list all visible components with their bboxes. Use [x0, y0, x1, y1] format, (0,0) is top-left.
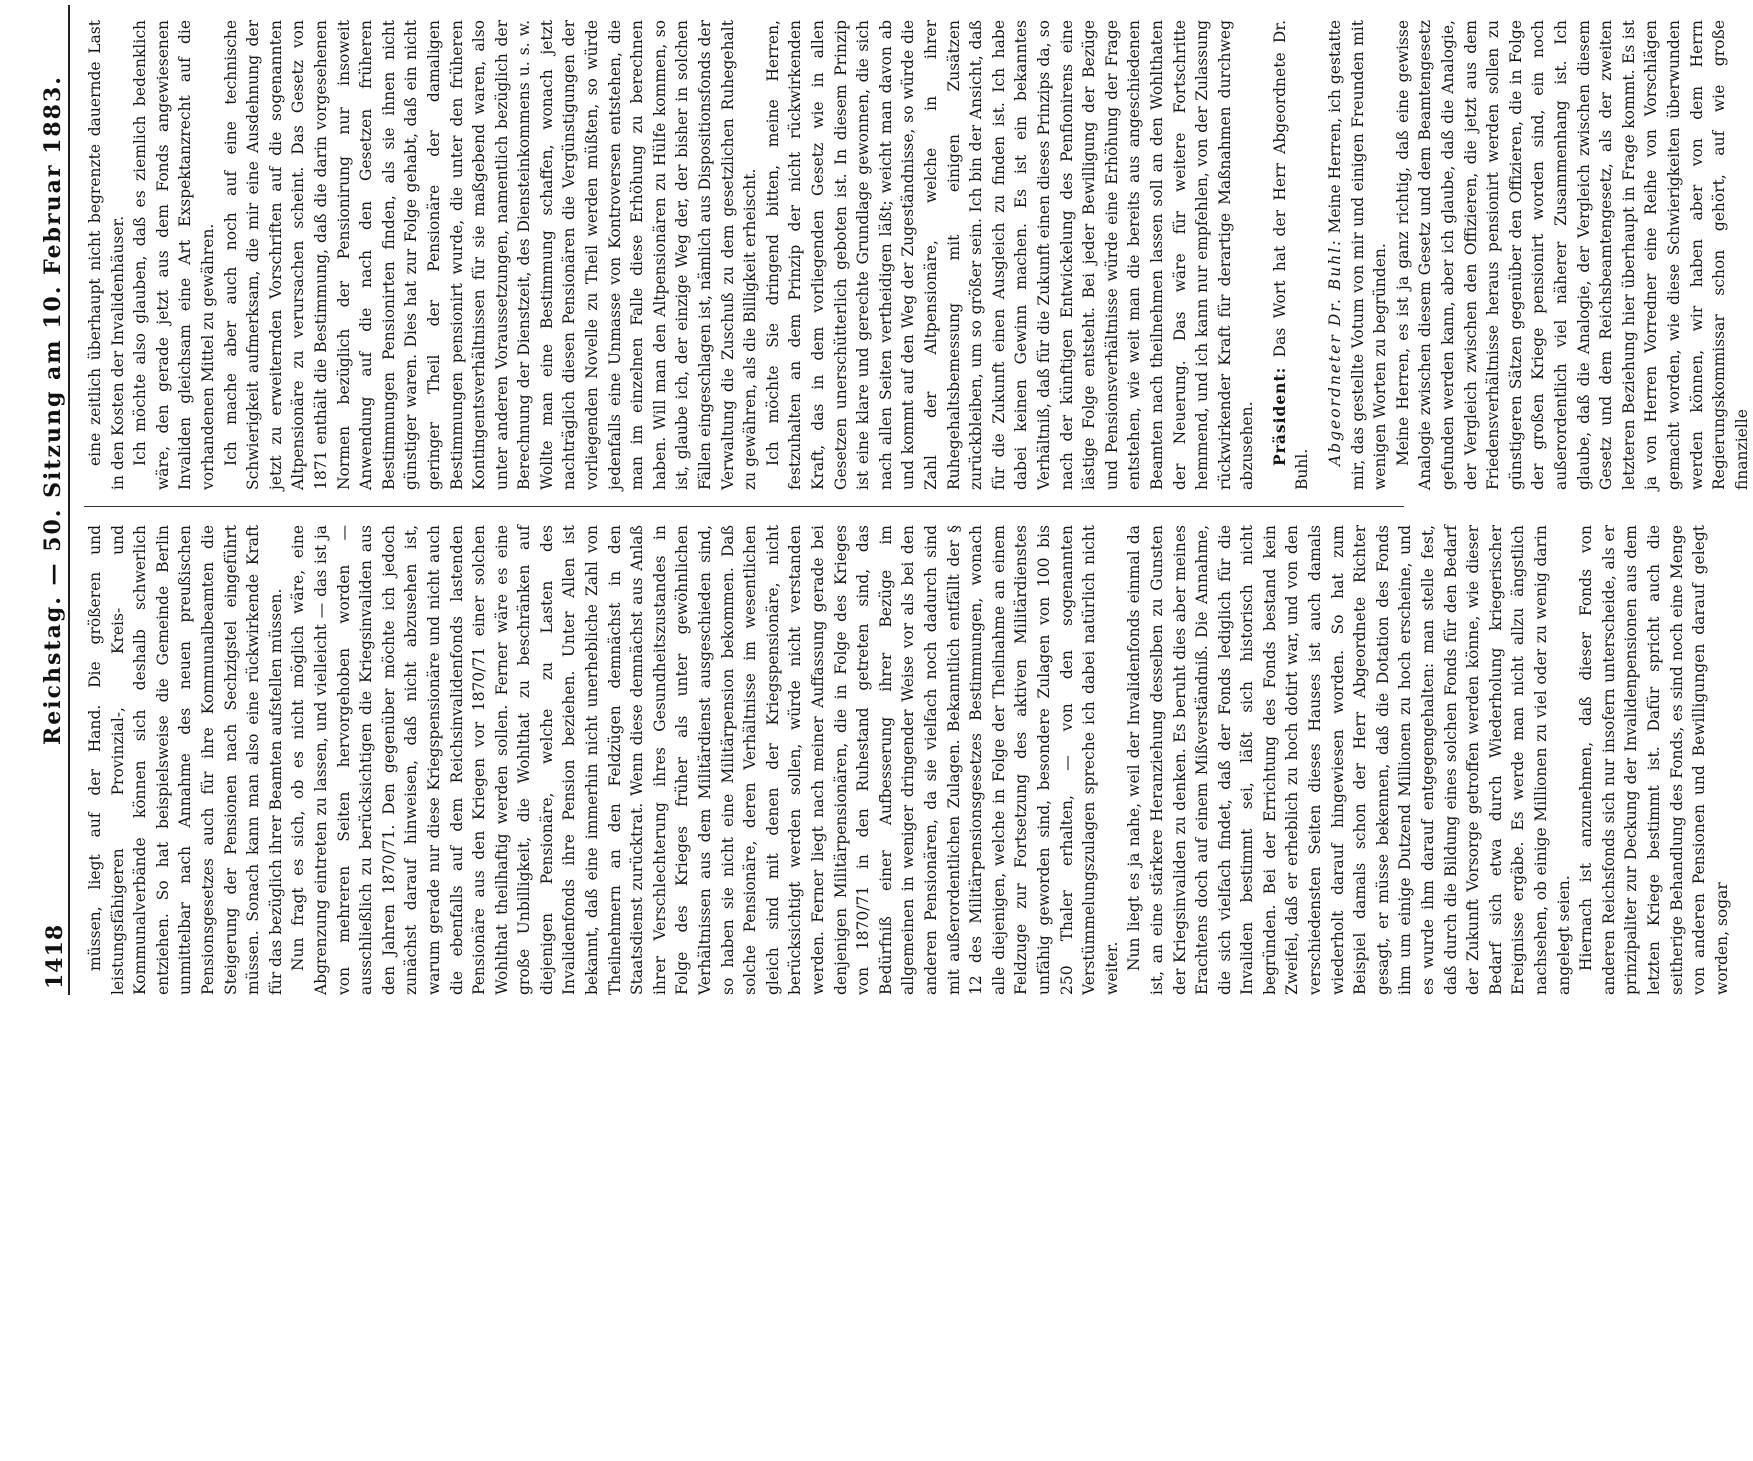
right-paragraph: Ich möchte also glauben, daß es ziemlich bedenklich wäre, den gerade jetzt aus dem Fonds angewiesenen Invaliden gleichsam eine Art Exspektanzrecht auf die vorhandenen Mittel zu gewähren.	[131, 20, 217, 490]
speaker-text: Meine Herren, ich gestatte mir, das gestellte Votum von mir und einigen Freunden mit wenigen Worten zu begründen.	[1326, 20, 1390, 490]
left-paragraph: Nun fragt es sich, ob es nicht möglich wäre, eine Abgrenzung eintreten zu lassen, und vielleicht — das ist ja von mehreren Seiten hervorgehoben worden — ausschließlich zu berücksichtigen die Kriegsinvaliden aus den Jahren 1870/71. Den gegenüber möchte ich jedoch zunächst darauf hinweisen, daß nicht abzusehen ist, warum gerade nur diese Kriegspensionäre und nicht auch die ebenfalls auf dem Reichsinvalidenfonds lastenden Pensionäre aus den Kriegen vor 1870/71 einer solchen Wohlthat theilhaftig werden sollen. Ferner wäre es eine große Unbilligkeit, die Wohlthat zu beschränken auf diejenigen Pensionäre, welche zu Lasten des Invalidenfonds ihre Pension beziehen. Unter Allen ist bekannt, daß eine immerhin nicht unerhebliche Zahl von Theilnehmern an den Feldzügen demnächst in den Staatsdienst zurücktrat. Wenn diese demnächst aus Anlaß ihrer Verschlechterung ihres Gesundheitszustandes in Folge des Krieges früher als unter gewöhnlichen Verhältnissen aus dem Militärdienst ausgeschieden sind, so haben sie nicht eine Militärpension bekommen. Daß solche Pensionäre, deren Verhältnisse im wesentlichen gleich sind mit denen der Kriegspensionäre, nicht berücksichtigt werden sollen, würde nicht verstanden werden. Ferner liegt nach meiner Auffassung gerade bei denjenigen Militärpensionären, die in Folge des Krieges von 1870/71 in den Ruhestand getreten sind, das Bedürfniß einer Aufbesserung ihrer Bezüge im allgemeinen in weniger dringender Weise vor als bei den anderen Pensionären, da sie vielfach noch dadurch sind mit außerordentlichen Zulagen. Bekanntlich entfällt der § 12 des Militärpensionsgesetzes Bestimmungen, wonach alle diejenigen, welche in Folge der Theilnahme an einem Feldzuge zur Fortsetzung des aktiven Militärdienstes unfähig geworden sind, besondere Zulagen von 100 bis 250 Thaler erhalten, — von den sogenannten Verstümmelungszulagen spreche ich dabei natürlich nicht weiter.	[289, 525, 1121, 995]
speaker-label-buhl: Abgeordneter Dr. Buhl:	[1326, 238, 1345, 466]
left-paragraph: Nun liegt es ja nahe, weil der Invalidenfonds einmal da ist, an eine stärkere Heranziehung desselben zu Gunsten der Kriegsinvaliden zu denken. Es beruht dies aber meines Erachtens doch auf einem Mißverständniß. Die Annahme, die sich vielfach findet, daß der Fonds lediglich für die Invaliden bestimmt sei, läßt sich historisch nicht begründen. Bei der Errichtung des Fonds bestand kein Zweifel, daß er erheblich zu hoch dotirt war, und von den verschiedensten Seiten dieses Hauses ist auch damals wiederholt darauf hingewiesen worden. So hat zum Beispiel damals schon der Herr Abgeordnete Richter gesagt, er müsse bekennen, daß die Dotation des Fonds ihm um einige Dutzend Millionen zu hoch erscheine, und es wurde ihm darauf entgegengehalten: man stelle fest, daß durch die Bildung eines solchen Fonds für den Bedarf der Zukunft Vorsorge getroffen werden könne, wie dieser Bedarf sich etwa durch Wiederholung kriegerischer Ereignisse ergäbe. Es werde man nicht allzu ängstlich nachsehen, ob einige Millionen zu viel oder zu wenig darin angelegt seien.	[1125, 525, 1573, 995]
column-divider	[84, 506, 1404, 507]
right-paragraph: eine zeitlich überhaupt nicht begrenzte dauernde Last in den Kosten der Invalidenhäuser.	[86, 20, 127, 490]
speaker-label-president: Präsident:	[1269, 366, 1289, 466]
page-number: 1418	[42, 923, 68, 989]
header-rule	[68, 5, 70, 995]
right-paragraph: Ich möchte Sie dringend bitten, meine Herren, festzuhalten an dem Prinzip der nicht rückwirkenden Kraft, das in dem vorliegenden Gesetz wie in allen Gesetzen unerschütterlich geboten ist. In diesem Prinzip ist eine klare und gerechte Grundlage gewonnen, die sich nach allen Seiten vertheidigen läßt; weicht man davon ab und kommt auf den Weg der Zugeständnisse, so würde die Zahl der Altpensionäre, welche in ihrer Ruhegehaltsbemessung mit einigen Zusätzen zurückbleiben, um so größer sein. Ich bin der Ansicht, daß für die Zukunft einen Ausgleich zu finden ist. Ich habe dabei keinen Gewinn machen. Es ist ein bekanntes Verhältniß, daß für die Zukunft einen dieses Prinzips da, so nach der künftigen Entwickelung des Penfionirens eine lästige Folge entsteht. Bei jeder Bewilligung der Bezüge und Pensionsverhältnisse würde eine Erhöhung der Frage entstehen, wie weit man die bereits aus angeschiedenen Beamten nach theilnehmen lassen soll an den Wohlthaten der Neuerung. Das wäre für weitere Fortschritte hemmend, und ich kann nur empfehlen, von der Zulassung rückwirkender Kraft für derartige Maßnahmen durchweg abzusehen.	[763, 20, 1257, 490]
president-text: Das Wort hat der Herr Abgeordnete Dr. Buhl.	[1270, 20, 1312, 490]
speaker-continuation: Meine Herren, es ist ja ganz richtig, daß eine gewisse Analogie zwischen diesem Gesetz und dem Beamtengesetz gefunden werden kann, aber ich glaube, daß die Analogie, der Vergleich zwischen den Offizieren, die jetzt aus dem Friedensverhältnisse heraus pensionirt werden sollen zu günstigeren Sätzen gegenüber den Offizieren, die in Folge der großen Kriege pensionirt worden sind, ein noch außerordentlich viel näherer Zusammenhang ist. Ich glaube, daß die Analogie, der Vergleich zwischen diesem Gesetz und dem Reichsbeamtengesetz, als der zweiten letzteren Beziehung hier überhaupt in Frage kommt. Es ist ja von Herren Vorredner eine Reihe von Vorschlägen gemacht worden, wie diese Schwierigkeiten überwunden werden können, wir haben aber von dem Herrn Regierungskommissar schon gehört, auf wie große finanzielle	[1393, 20, 1751, 490]
left-column	[84, 525, 1731, 995]
president-statement	[1269, 20, 1314, 490]
left-paragraph: Hiernach ist anzunehmen, daß dieser Fonds von anderen Reichsfonds sich nur insofern unterscheide, als er prinzipaliter zur Deckung der Invalidenpensionen aus dem letzten Kriege bestimmt ist. Dafür spricht auch die seitherige Behandlung des Fonds, es sind noch eine Menge von anderen Pensionen und Bewilligungen darauf gelegt worden, sogar	[1577, 525, 1731, 995]
left-paragraph: müssen, liegt auf der Hand. Die größeren und leistungsfähigeren Provinzial-, Kreis- und Kommunalverbände können sich deshalb schwerlich entziehen. So hat beispielsweise die Gemeinde Berlin unmittelbar nach Annahme des neuen preußischen Pensionsgesetzes auch für ihre Kommunalbeamten die Steigerung der Pensionen nach Sechzigstel eingeführt müssen. Sonach kann man also eine rückwirkende Kraft für das bezüglich ihrer Beamten aufstellen müssen.	[86, 525, 285, 995]
running-head: Reichstag. — 50. Sitzung am 10. Februar 1883.	[40, 75, 66, 745]
speaker-statement	[1324, 20, 1392, 490]
right-paragraph: Ich mache aber auch noch auf eine technische Schwierigkeit aufmerksam, die mir eine Ausdehnung der jetzt zu erweiternden Vorschriften auf die sogenannten Altpensionäre zu verursachen scheint. Das Gesetz von 1871 enthält die Bestimmung, daß die darin vorgesehenen Normen bezüglich der Pensionirung nur insoweit Anwendung auf die nach den Gesetzen früheren Bestimmungen Pensionirten finden, als sie ihnen nicht günstiger waren. Dies hat zur Folge gehabt, daß ein nicht geringer Theil der Pensionäre der damaligen Bestimmungen pensionirt wurde, die unter den früheren Kontingentsverhältnissen für sie maßgebend waren, also unter anderen Voraussetzungen, namentlich bezüglich der Berechnung der Dienstzeit, des Diensteinkommens u. s. w. Wollte man eine Bestimmung schaffen, wonach jetzt nachträglich diesen Pensionären die Vergünstigungen der vorliegenden Novelle zu Theil werden müßten, so würde jedenfalls eine Unmasse von Kontroversen entstehen, die man im einzelnen Falle diese Erhöhung zu berechnen haben. Will man den Altpensionären zu Hülfe kommen, so ist, glaube ich, der einzige Weg der, der bisher in solchen Fällen eingeschlagen ist, nämlich aus Dispositionsfonds der Verwaltung die Zuschuß zu dem gesetzlichen Ruhegehalt zu gewähren, als die Billigkeit erheischt.	[221, 20, 760, 490]
right-column	[84, 20, 1751, 490]
document-page	[16, 5, 1751, 995]
